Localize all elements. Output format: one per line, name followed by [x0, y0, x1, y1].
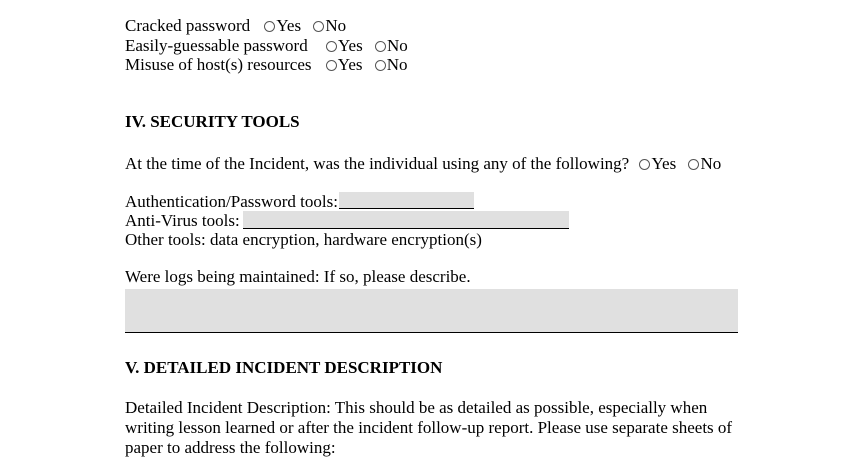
cracked-password-row	[125, 16, 346, 36]
radio-icon[interactable]	[326, 60, 337, 71]
logs-label: Were logs being maintained: If so, please describe.	[125, 267, 471, 286]
no-label: No	[386, 55, 408, 74]
yes-label: Yes	[651, 154, 677, 173]
easily-guessable-row	[125, 36, 408, 56]
antivirus-tools-field[interactable]	[243, 211, 569, 229]
security-tools-heading: IV. SECURITY TOOLS	[125, 112, 300, 131]
easily-guessable-no-option[interactable]	[375, 36, 408, 56]
radio-icon[interactable]	[326, 41, 337, 52]
misuse-hosts-label: Misuse of host(s) resources	[125, 55, 312, 74]
misuse-hosts-no-option[interactable]	[375, 55, 408, 75]
yes-label: Yes	[337, 36, 363, 55]
yes-label: Yes	[276, 16, 302, 35]
auth-tools-field[interactable]	[339, 192, 474, 209]
incident-description-text: Detailed Incident Description: This should be as detailed as possible, especially when writing lesson learned or after the incident follow-up report. Please use separate sheets of paper to address the following:	[125, 398, 733, 457]
security-tools-no-option[interactable]	[688, 154, 721, 174]
auth-tools-label: Authentication/Password tools:	[125, 192, 338, 211]
no-label: No	[700, 154, 722, 173]
yes-label: Yes	[337, 55, 363, 74]
logs-description-field[interactable]	[125, 289, 738, 333]
radio-icon[interactable]	[688, 159, 699, 170]
misuse-hosts-yes-option[interactable]	[326, 55, 363, 75]
no-label: No	[325, 16, 347, 35]
radio-icon[interactable]	[375, 41, 386, 52]
radio-icon[interactable]	[375, 60, 386, 71]
radio-icon[interactable]	[264, 21, 275, 32]
cracked-password-no-option[interactable]	[313, 16, 346, 36]
other-tools-label: Other tools: data encryption, hardware encryption(s)	[125, 230, 482, 249]
radio-icon[interactable]	[313, 21, 324, 32]
cracked-password-yes-option[interactable]	[264, 16, 301, 36]
misuse-hosts-row	[125, 55, 408, 75]
antivirus-tools-label: Anti-Virus tools:	[125, 211, 240, 230]
cracked-password-label: Cracked password	[125, 16, 251, 35]
security-tools-question-row	[125, 154, 721, 174]
easily-guessable-label: Easily-guessable password	[125, 36, 308, 55]
no-label: No	[386, 36, 408, 55]
radio-icon[interactable]	[639, 159, 650, 170]
easily-guessable-yes-option[interactable]	[326, 36, 363, 56]
incident-description-heading: V. DETAILED INCIDENT DESCRIPTION	[125, 358, 443, 377]
security-tools-question: At the time of the Incident, was the individual using any of the following?	[125, 154, 630, 173]
security-tools-yes-option[interactable]	[639, 154, 676, 174]
